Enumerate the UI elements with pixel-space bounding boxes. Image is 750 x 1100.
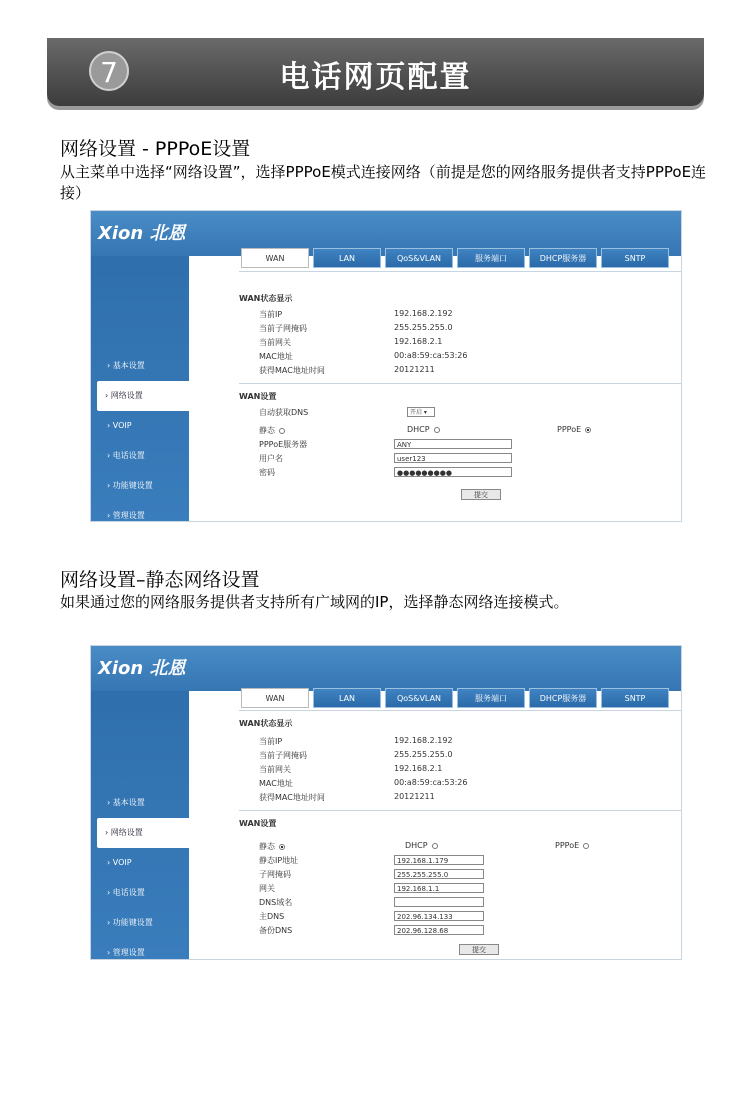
mode-dhcp[interactable]: [405, 841, 438, 850]
wan-status-title: WAN状态显示: [239, 719, 293, 728]
pppoe-radio[interactable]: [583, 843, 589, 849]
subnet-mask-input[interactable]: 255.255.255.0: [394, 869, 484, 879]
top-bar: [91, 646, 681, 691]
subnet-mask-label: 子网掩码: [259, 870, 291, 879]
wan-content: [239, 710, 681, 959]
mode-pppoe-label: PPPoE: [555, 841, 580, 850]
tab-sntp[interactable]: SNTP: [601, 688, 669, 708]
static-ip-label: 静态IP地址: [259, 856, 299, 865]
tab-sntp[interactable]: SNTP: [601, 248, 669, 268]
pppoe-server-input[interactable]: ANY: [394, 439, 512, 449]
nav-network-settings[interactable]: › 网络设置: [97, 381, 189, 411]
static-screenshot: [90, 645, 682, 987]
tab-wan[interactable]: WAN: [241, 248, 309, 268]
tab-wan[interactable]: WAN: [241, 688, 309, 708]
section2-heading: 网络设置–静态网络设置: [60, 569, 260, 591]
nav-management[interactable]: › 管理设置: [91, 501, 189, 531]
auto-dns-label: 自动获取DNS: [259, 408, 309, 417]
brand-logo: Xion 北恩: [98, 223, 186, 244]
tab-qos-vlan[interactable]: QoS&VLAN: [385, 688, 453, 708]
dhcp-radio[interactable]: [434, 427, 440, 433]
sidebar-curve: [91, 691, 189, 711]
brand-logo: Xion 北恩: [98, 658, 186, 679]
wan-settings-title: WAN设置: [239, 392, 277, 401]
mode-static-label: 静态: [259, 842, 275, 851]
pppoe-server-label: PPPoE服务器: [259, 440, 308, 449]
pppoe-radio[interactable]: [585, 427, 591, 433]
mode-dhcp-label: DHCP: [405, 841, 428, 850]
mode-dhcp-label: DHCP: [407, 425, 430, 434]
page-title: 电话网页配置: [279, 60, 472, 95]
mode-pppoe-label: PPPoE: [557, 425, 582, 434]
status-value: 255.255.255.0: [394, 750, 453, 759]
static-radio[interactable]: [279, 428, 285, 434]
status-value: 00:a8:59:ca:53:26: [394, 778, 468, 787]
nav-security[interactable]: › 安全设置: [91, 968, 189, 998]
password-label: 密码: [259, 468, 275, 477]
status-label: MAC地址: [259, 352, 293, 361]
status-value: 00:a8:59:ca:53:26: [394, 351, 468, 360]
primary-dns-label: 主DNS: [259, 912, 285, 921]
status-value: 20121211: [394, 365, 435, 374]
nav-basic-settings[interactable]: › 基本设置: [91, 788, 189, 818]
username-label: 用户名: [259, 454, 283, 463]
nav-management[interactable]: › 管理设置: [91, 938, 189, 968]
gateway-label: 网关: [259, 884, 275, 893]
mode-static[interactable]: [259, 841, 285, 852]
username-input[interactable]: user123: [394, 453, 512, 463]
auto-dns-select[interactable]: 开启 ▾: [407, 407, 435, 417]
status-value: 192.168.2.192: [394, 736, 453, 745]
nav-security[interactable]: › 安全设置: [91, 531, 189, 561]
dns-domain-label: DNS域名: [259, 898, 293, 907]
backup-dns-input[interactable]: 202.96.128.68: [394, 925, 484, 935]
mode-static[interactable]: [259, 425, 285, 436]
section1-description: 从主菜单中选择“网络设置”，选择PPPoE模式连接网络（前提是您的网络服务提供者支持PPPoE连接）: [60, 163, 707, 202]
section2-description: 如果通过您的网络服务提供者支持所有广域网的IP，选择静态网络连接模式。: [60, 593, 569, 611]
tab-service-ports[interactable]: 服务端口: [457, 248, 525, 268]
tab-dhcp-server[interactable]: DHCP服务器: [529, 248, 597, 268]
status-label: 获得MAC地址时间: [259, 793, 325, 802]
status-value: 20121211: [394, 792, 435, 801]
tab-qos-vlan[interactable]: QoS&VLAN: [385, 248, 453, 268]
sidebar: [91, 691, 189, 987]
tab-lan[interactable]: LAN: [313, 688, 381, 708]
status-label: 当前IP: [259, 737, 283, 746]
wan-status-title: WAN状态显示: [239, 294, 293, 303]
dhcp-radio[interactable]: [432, 843, 438, 849]
sidebar: [91, 256, 189, 550]
nav-voip[interactable]: › VOIP: [91, 848, 189, 878]
status-label: MAC地址: [259, 779, 293, 788]
pppoe-screenshot: [90, 210, 682, 550]
password-input[interactable]: ●●●●●●●●●: [394, 467, 512, 477]
tab-lan[interactable]: LAN: [313, 248, 381, 268]
status-label: 当前IP: [259, 310, 283, 319]
primary-dns-input[interactable]: 202.96.134.133: [394, 911, 484, 921]
nav-network-settings[interactable]: › 网络设置: [97, 818, 189, 848]
dns-domain-input[interactable]: [394, 897, 484, 907]
auto-dns-value: 开启: [410, 409, 423, 416]
tab-service-ports[interactable]: 服务端口: [457, 688, 525, 708]
status-label: 当前网关: [259, 765, 291, 774]
mode-static-label: 静态: [259, 426, 275, 435]
section1-heading: 网络设置 - PPPoE设置: [60, 138, 251, 160]
status-label: 当前子网掩码: [259, 751, 307, 760]
mode-pppoe[interactable]: [557, 425, 591, 434]
nav-function-keys[interactable]: › 功能键设置: [91, 908, 189, 938]
static-radio[interactable]: [279, 844, 285, 850]
mode-dhcp[interactable]: [407, 425, 440, 434]
tab-dhcp-server[interactable]: DHCP服务器: [529, 688, 597, 708]
sidebar-curve: [91, 256, 189, 276]
nav-function-keys[interactable]: › 功能键设置: [91, 471, 189, 501]
status-value: 192.168.2.1: [394, 764, 443, 773]
nav-phone-settings[interactable]: › 电话设置: [91, 441, 189, 471]
divider: [239, 710, 681, 711]
status-label: 当前网关: [259, 338, 291, 347]
mode-pppoe[interactable]: [555, 841, 589, 850]
nav-basic-settings[interactable]: › 基本设置: [91, 351, 189, 381]
status-value: 192.168.2.192: [394, 309, 453, 318]
wan-content: [239, 271, 681, 521]
divider: [239, 383, 681, 384]
submit-button[interactable]: 提交: [461, 489, 501, 500]
divider: [239, 271, 681, 272]
section-number-badge: 7: [89, 51, 129, 91]
gateway-input[interactable]: 192.168.1.1: [394, 883, 484, 893]
page-header: [47, 38, 704, 106]
status-value: 255.255.255.0: [394, 323, 453, 332]
status-label: 当前子网掩码: [259, 324, 307, 333]
submit-button[interactable]: 提交: [459, 944, 499, 955]
static-ip-input[interactable]: 192.168.1.179: [394, 855, 484, 865]
nav-voip[interactable]: › VOIP: [91, 411, 189, 441]
divider: [239, 810, 681, 811]
wan-settings-title: WAN设置: [239, 819, 277, 828]
nav-phone-settings[interactable]: › 电话设置: [91, 878, 189, 908]
backup-dns-label: 备份DNS: [259, 926, 293, 935]
status-label: 获得MAC地址时间: [259, 366, 325, 375]
status-value: 192.168.2.1: [394, 337, 443, 346]
